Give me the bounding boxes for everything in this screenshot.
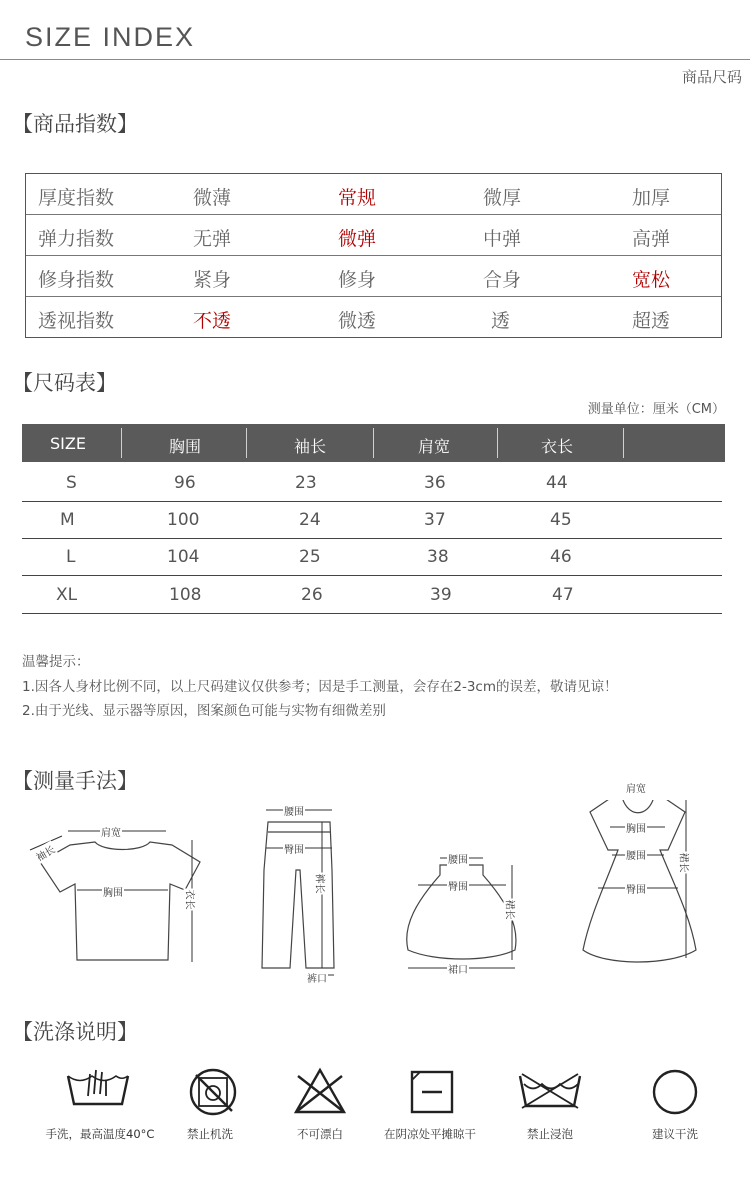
tips-line-2: 2.由于光线、显示器等原因，图案颜色可能与实物有细微差别 xyxy=(22,703,386,719)
page-subtitle: 商品尺码 xyxy=(681,68,742,86)
table-row xyxy=(22,502,722,539)
table-row xyxy=(22,539,722,576)
size-cell: XL xyxy=(56,585,78,605)
table-row xyxy=(22,465,722,502)
index-option: 修身 xyxy=(338,269,377,291)
index-row xyxy=(26,256,721,297)
length-cell: 46 xyxy=(550,547,572,567)
column-header: SIZE xyxy=(50,434,86,453)
size-cell: S xyxy=(66,473,77,493)
column-header: 肩宽 xyxy=(418,437,451,456)
length-cell: 45 xyxy=(550,510,572,530)
sleeve-cell: 26 xyxy=(301,585,323,605)
product-index-table xyxy=(25,173,722,338)
skirt-length-label: 裙长 xyxy=(504,899,519,921)
pants-length-label: 裤长 xyxy=(314,873,329,895)
index-row xyxy=(26,174,721,215)
table-row xyxy=(22,576,722,614)
title-divider xyxy=(0,59,750,60)
tshirt-shoulder-label: 肩宽 xyxy=(100,824,122,839)
header-separator xyxy=(623,428,624,458)
index-option: 不透 xyxy=(193,310,232,332)
unit-note: 测量单位：厘米（CM） xyxy=(587,402,725,417)
measurement-heading: 【测量手法】 xyxy=(12,769,138,793)
sleeve-cell: 24 xyxy=(299,510,321,530)
wash-label: 建议干洗 xyxy=(652,1127,698,1141)
wash-label: 在阴凉处平摊晾干 xyxy=(384,1127,476,1141)
wash-label: 不可漂白 xyxy=(297,1127,343,1141)
chest-cell: 108 xyxy=(169,585,202,605)
skirt-hip-label: 臀围 xyxy=(447,878,469,893)
sleeve-cell: 23 xyxy=(295,473,317,493)
chest-cell: 96 xyxy=(174,473,196,493)
index-label: 厚度指数 xyxy=(38,187,115,209)
length-cell: 44 xyxy=(546,473,568,493)
index-option: 微弹 xyxy=(338,228,377,250)
hand-wash-icon xyxy=(68,1070,128,1104)
dry-flat-shade-icon xyxy=(412,1072,452,1112)
chest-cell: 104 xyxy=(167,547,200,567)
sleeve-cell: 25 xyxy=(299,547,321,567)
size-cell: M xyxy=(60,510,75,530)
index-row xyxy=(26,215,721,256)
column-header: 袖长 xyxy=(294,437,327,456)
dress-shoulder-label: 肩宽 xyxy=(625,780,647,795)
header-separator xyxy=(121,428,122,458)
header-separator xyxy=(246,428,247,458)
page-title: SIZE INDEX xyxy=(25,22,196,52)
dress-length-label: 裙长 xyxy=(678,852,693,874)
pants-hem-label: 裤口 xyxy=(306,970,328,985)
index-option: 高弹 xyxy=(632,228,671,250)
index-option: 微厚 xyxy=(483,187,522,209)
wash-label: 手洗，最高温度40°C xyxy=(45,1127,155,1141)
dry-clean-icon xyxy=(654,1071,696,1113)
no-soak-icon xyxy=(520,1074,580,1108)
shoulder-cell: 37 xyxy=(424,510,446,530)
column-header: 胸围 xyxy=(169,437,202,456)
no-machine-wash-icon xyxy=(191,1070,235,1114)
tshirt-length-label: 衣长 xyxy=(184,889,199,911)
tshirt-chest-label: 胸围 xyxy=(102,884,124,899)
index-option: 常规 xyxy=(338,187,377,209)
index-label: 修身指数 xyxy=(38,269,115,291)
index-option: 微薄 xyxy=(193,187,232,209)
washing-icons xyxy=(0,1062,750,1122)
product-index-heading: 【商品指数】 xyxy=(12,112,138,136)
dress-hip-label: 臀围 xyxy=(625,881,647,896)
length-cell: 47 xyxy=(552,585,574,605)
index-option: 超透 xyxy=(632,310,671,332)
index-option: 宽松 xyxy=(632,269,671,291)
shoulder-cell: 38 xyxy=(427,547,449,567)
header-separator xyxy=(497,428,498,458)
shoulder-cell: 39 xyxy=(430,585,452,605)
index-option: 透 xyxy=(491,310,511,332)
dress-waist-label: 腰围 xyxy=(625,847,647,862)
pants-hip-label: 臀围 xyxy=(283,841,305,856)
no-bleach-icon xyxy=(296,1070,344,1112)
tshirt-sleeve-label: 袖长 xyxy=(32,841,59,865)
wash-label: 禁止机洗 xyxy=(187,1127,233,1141)
index-option: 无弹 xyxy=(193,228,232,250)
index-label: 透视指数 xyxy=(38,310,115,332)
size-cell: L xyxy=(66,547,76,567)
size-table-header xyxy=(22,424,725,462)
shoulder-cell: 36 xyxy=(424,473,446,493)
index-option: 紧身 xyxy=(193,269,232,291)
skirt-waist-label: 腰围 xyxy=(447,851,469,866)
index-option: 加厚 xyxy=(632,187,671,209)
pants-waist-label: 腰围 xyxy=(283,803,305,818)
dress-chest-label: 胸围 xyxy=(625,820,647,835)
index-option: 微透 xyxy=(338,310,377,332)
index-label: 弹力指数 xyxy=(38,228,115,250)
header-separator xyxy=(373,428,374,458)
tshirt-outline xyxy=(40,842,200,960)
skirt-hem-label: 裙口 xyxy=(447,961,469,976)
index-option: 合身 xyxy=(483,269,522,291)
column-header: 衣长 xyxy=(541,437,574,456)
index-option: 中弹 xyxy=(483,228,522,250)
tips-title: 温馨提示： xyxy=(22,654,90,670)
chest-cell: 100 xyxy=(167,510,200,530)
tips-line-1: 1.因各人身材比例不同，以上尺码建议仅供参考；因是手工测量，会存在2-3cm的误差，敬请见谅！ xyxy=(22,679,618,695)
index-row xyxy=(26,297,721,338)
washing-heading: 【洗涤说明】 xyxy=(12,1020,138,1044)
size-chart-heading: 【尺码表】 xyxy=(12,371,117,395)
wash-label: 禁止浸泡 xyxy=(527,1127,573,1141)
